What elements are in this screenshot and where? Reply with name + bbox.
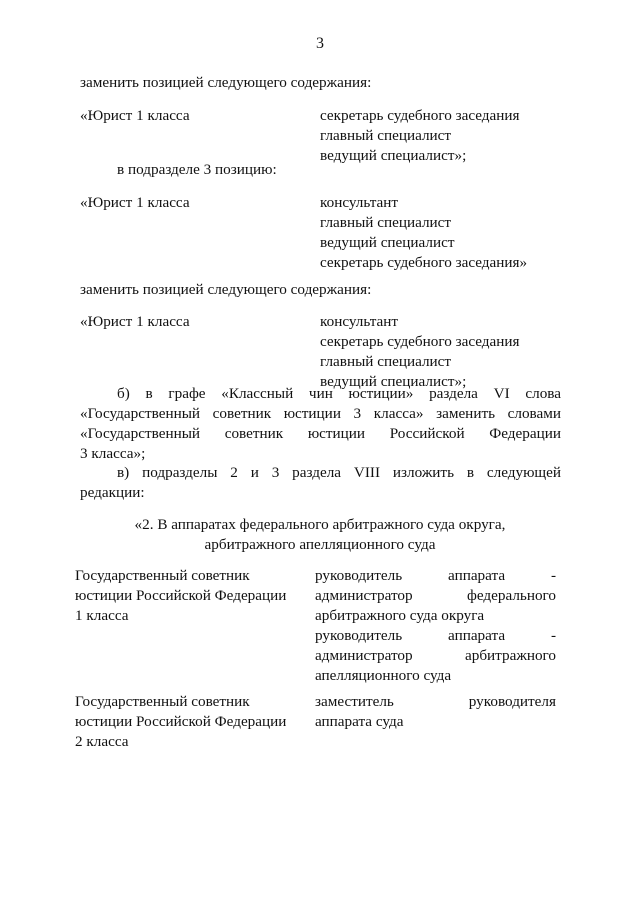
position-line: ведущий специалист»; <box>320 147 467 164</box>
position-line: главный специалист <box>320 127 452 144</box>
table-row-1-rank <box>75 566 286 626</box>
section-heading <box>0 515 640 555</box>
position-line: секретарь судебного заседания <box>320 107 520 124</box>
position-line: руководитель аппарата - <box>315 567 556 584</box>
paragraph-line: «Государственный советник юстиции 3 класса» заменить словами <box>80 405 561 422</box>
paragraph-line: редакции: <box>80 484 145 501</box>
position-line: секретарь судебного заседания» <box>320 254 528 271</box>
page-number: 3 <box>316 35 324 52</box>
block1-rank: «Юрист 1 класса <box>80 107 190 124</box>
paragraph-line: «Государственный советник юстиции Российской Федерации <box>80 425 561 442</box>
rank-line: Государственный советник <box>75 567 250 584</box>
table-row-2-rank <box>75 692 286 752</box>
paragraph-b <box>80 384 561 464</box>
block3-positions <box>320 312 520 392</box>
rank-line: юстиции Российской Федерации <box>75 587 287 604</box>
paragraph-line: 3 класса»; <box>80 445 146 462</box>
position-line: аппарата суда <box>315 713 404 730</box>
position-line: администратор арбитражного <box>315 647 556 664</box>
heading-line: арбитражного апелляционного суда <box>204 536 436 553</box>
position-line: главный специалист <box>320 214 452 231</box>
paragraph-line: б) в графе «Классный чин юстиции» раздела VI слова <box>117 385 561 402</box>
position-line: консультант <box>320 194 399 211</box>
paragraph-v <box>80 463 561 503</box>
table-row-2-positions <box>315 692 556 732</box>
position-line: консультант <box>320 313 399 330</box>
position-line: ведущий специалист <box>320 234 455 251</box>
paragraph-line: в) подразделы 2 и 3 раздела VIII изложить в следующей <box>117 464 561 481</box>
block3-intro: заменить позицией следующего содержания: <box>80 281 372 298</box>
position-line: апелляционного суда <box>315 667 452 684</box>
block2-intro: в подразделе 3 позицию: <box>117 161 277 178</box>
block3-rank: «Юрист 1 класса <box>80 313 190 330</box>
table-row-1-positions <box>315 566 556 686</box>
block1-positions <box>320 106 520 166</box>
rank-line: 1 класса <box>75 607 129 624</box>
block2-rank: «Юрист 1 класса <box>80 194 190 211</box>
position-line: руководитель аппарата - <box>315 627 556 644</box>
rank-line: 2 класса <box>75 733 129 750</box>
block1-intro: заменить позицией следующего содержания: <box>80 74 372 91</box>
position-line: заместитель руководителя <box>315 693 556 710</box>
position-line: арбитражного суда округа <box>315 607 485 624</box>
rank-line: юстиции Российской Федерации <box>75 713 287 730</box>
heading-line: «2. В аппаратах федерального арбитражного суда округа, <box>134 516 506 533</box>
position-line: секретарь судебного заседания <box>320 333 520 350</box>
rank-line: Государственный советник <box>75 693 250 710</box>
block2-positions <box>320 193 527 273</box>
position-line: ведущий специалист»; <box>320 373 467 390</box>
position-line: главный специалист <box>320 353 452 370</box>
position-line: администратор федерального <box>315 587 556 604</box>
